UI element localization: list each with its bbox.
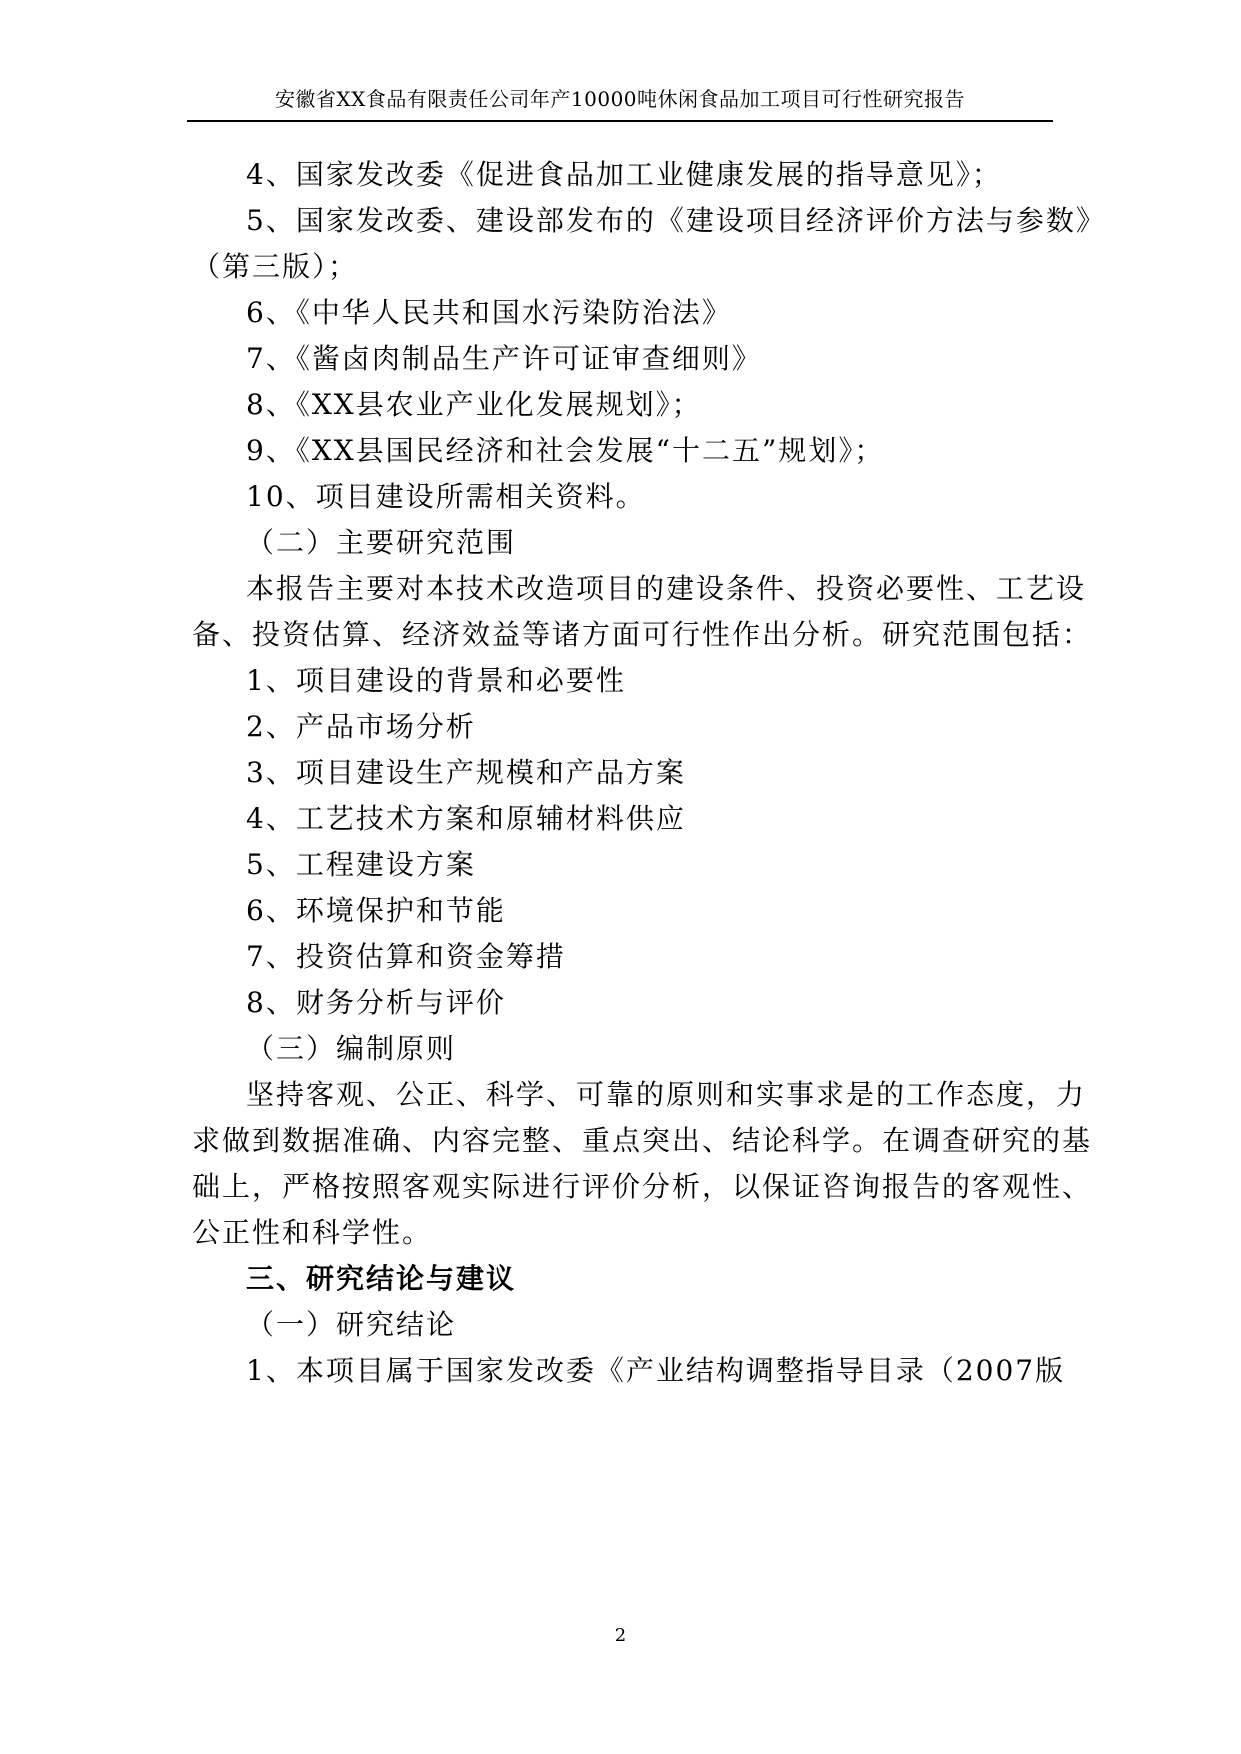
section-subheading: （一）研究结论 <box>246 1308 457 1341</box>
paragraph-line: 8、《XX县农业产业化发展规划》； <box>246 388 702 421</box>
list-item: 7、投资估算和资金筹措 <box>246 940 566 973</box>
paragraph-line: 1、本项目属于国家发改委《产业结构调整指导目录（2007版 <box>246 1354 1066 1387</box>
list-item: 4、工艺技术方案和原辅材料供应 <box>246 802 686 835</box>
paragraph-line: （第三版）； <box>192 250 359 283</box>
list-item: 6、环境保护和节能 <box>246 894 506 927</box>
list-item: 8、财务分析与评价 <box>246 986 506 1019</box>
paragraph-line: 求做到数据准确、内容完整、重点突出、结论科学。在调查研究的基 <box>192 1124 1093 1157</box>
paragraph-line: 4、国家发改委《促进食品加工业健康发展的指导意见》； <box>246 158 1002 191</box>
section-heading: 三、研究结论与建议 <box>246 1262 517 1295</box>
paragraph-line: 础上，严格按照客观实际进行评价分析，以保证咨询报告的客观性、 <box>192 1170 1093 1203</box>
paragraph-line: 6、《中华人民共和国水污染防治法》 <box>246 296 732 329</box>
paragraph-line: 公正性和科学性。 <box>192 1216 433 1249</box>
header-title: 安徽省XX食品有限责任公司年产10000吨休闲食品加工项目可行性研究报告 <box>274 87 966 111</box>
page-number: 2 <box>614 1625 627 1646</box>
paragraph-line: 坚持客观、公正、科学、可靠的原则和实事求是的工作态度，力 <box>246 1078 1087 1111</box>
section-subheading: （二）主要研究范围 <box>246 526 517 559</box>
paragraph-line: 7、《酱卤肉制品生产许可证审查细则》 <box>246 342 762 375</box>
section-subheading: （三）编制原则 <box>246 1032 457 1065</box>
paragraph-line: 9、《XX县国民经济和社会发展“十二五”规划》； <box>246 434 885 467</box>
list-item: 3、项目建设生产规模和产品方案 <box>246 756 686 789</box>
running-header <box>187 84 1053 122</box>
paragraph-line: 5、国家发改委、建设部发布的《建设项目经济评价方法与参数》 <box>246 204 1106 237</box>
paragraph-line: 备、投资估算、经济效益等诸方面可行性作出分析。研究范围包括： <box>192 618 1093 651</box>
list-item: 5、工程建设方案 <box>246 848 476 881</box>
paragraph-line: 10、项目建设所需相关资料。 <box>246 480 646 513</box>
paragraph-line: 本报告主要对本技术改造项目的建设条件、投资必要性、工艺设 <box>246 572 1087 605</box>
list-item: 1、项目建设的背景和必要性 <box>246 664 626 697</box>
list-item: 2、产品市场分析 <box>246 710 476 743</box>
